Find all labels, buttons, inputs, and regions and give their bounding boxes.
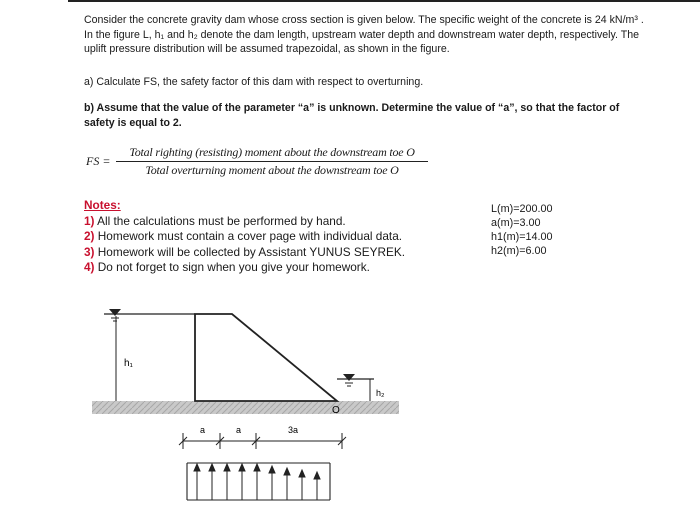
h2-label: h₂ [376,388,385,398]
dam-section [195,314,337,401]
question-b: b) Assume that the value of the parameter “a” is unknown. Determine the value of “a”, so that the factor of safety is equal to 2. [84,102,620,129]
note-item: 4) Do not forget to sign when you give your homework. [84,260,370,274]
note-item: 1) All the calculations must be performed by hand. [84,213,346,228]
formula-lhs: FS = [86,154,111,168]
notes-title: Notes: [84,198,121,212]
dim-label-3a: 3a [288,425,299,435]
param-a: a(m)=3.00 [491,217,541,229]
h1-label: h₁ [124,358,133,369]
param-h2: h2(m)=6.00 [491,245,547,257]
formula-numerator: Total righting (resisting) moment about the downstream toe O [116,145,428,162]
note-item: 2) Homework must contain a cover page with individual data. [84,229,403,243]
toe-label: O [332,405,340,416]
upstream-water-symbol [109,309,121,321]
uplift-arrows [194,464,320,500]
intro-paragraph: Consider the concrete gravity dam whose cross section is given below. The specific weight of the concrete is 24 kN/m³ . In the figure L, h₁ and h₂ denote the dam length, upstream water depth and downstream water depth, respectively. The uplift pressure distribution will be assumed trapezoidal, as shown in the figure. [84,14,644,55]
question-a: a) Calculate FS, the safety factor of this dam with respect to overturning. [84,76,424,88]
dim-label-a2: a [236,425,242,435]
formula-denominator: Total overturning moment about the downstream toe O [145,163,399,177]
ground-strip [92,401,399,414]
param-L: L(m)=200.00 [491,203,553,215]
dim-label-a1: a [200,425,206,435]
note-item: 3) Homework will be collected by Assistant YUNUS SEYREK. [84,244,406,259]
downstream-water-symbol [343,374,355,386]
param-h1: h1(m)=14.00 [491,231,553,243]
